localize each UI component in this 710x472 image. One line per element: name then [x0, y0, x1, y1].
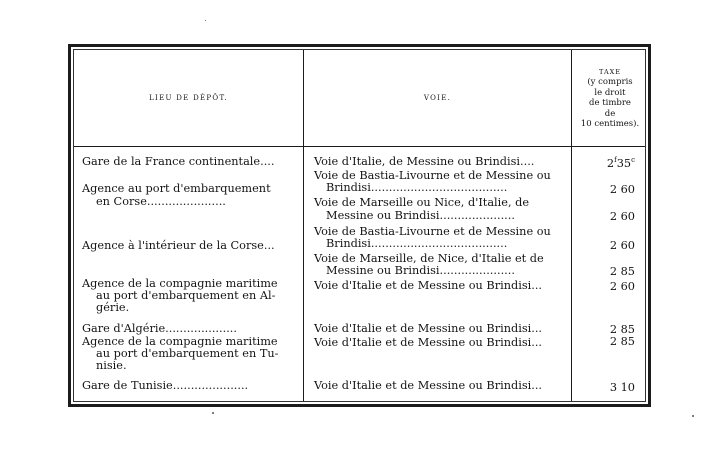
- place-line: nisie.: [96, 359, 127, 372]
- price-value: [589, 154, 635, 170]
- route-line: Voie de Marseille, de Nice, d'Italie et de: [314, 252, 544, 265]
- price-value: 2 60: [609, 239, 635, 252]
- route-line: Brindisi......................................: [326, 237, 508, 250]
- place-line: Agence à l'intérieur de la Corse...: [82, 239, 275, 252]
- header-tax-line: (y compris: [587, 77, 633, 87]
- print-speck: [692, 415, 694, 417]
- place-line: Gare de la France continentale....: [82, 155, 275, 168]
- route-line: Voie d'Italie et de Messine ou Brindisi...: [314, 379, 543, 392]
- place-line: Agence de la compagnie maritime: [82, 335, 278, 348]
- header-rule: [74, 146, 645, 147]
- table-inner-border: [73, 49, 646, 402]
- price-value: 2 85: [609, 265, 635, 278]
- place-line: gérie.: [96, 301, 130, 314]
- print-speck: [205, 20, 206, 21]
- place-line: Gare de Tunisie.....................: [82, 379, 249, 392]
- place-line: au port d'embarquement en Tu-: [96, 347, 279, 360]
- header-tax-line: de timbre: [589, 98, 631, 108]
- route-line: Voie de Bastia-Livourne et de Messine ou: [314, 169, 551, 182]
- header-tax: [572, 50, 648, 146]
- price-value: 3 10: [609, 381, 635, 394]
- route-line: Brindisi......................................: [326, 181, 508, 194]
- price-value: 2 60: [609, 183, 635, 196]
- place-line: en Corse......................: [96, 195, 226, 208]
- header-route: VOIE.: [423, 94, 452, 102]
- price-unit-c: c: [631, 156, 635, 164]
- route-line: Voie de Bastia-Livourne et de Messine ou: [314, 225, 551, 238]
- header-place: LIEU DE DÉPÔT.: [149, 94, 228, 102]
- price-francs: 2: [606, 156, 615, 170]
- price-unit-f: f: [614, 156, 617, 164]
- route-line: Messine ou Brindisi.....................: [326, 209, 515, 222]
- place-line: Agence au port d'embarquement: [82, 182, 271, 195]
- route-line: Voie de Marseille ou Nice, d'Italie, de: [314, 196, 530, 209]
- price-centimes: 35: [616, 156, 632, 170]
- header-tax-line: de: [604, 108, 616, 119]
- price-value: 2 85: [609, 335, 635, 348]
- print-speck: [212, 412, 214, 414]
- route-line: Messine ou Brindisi.....................: [326, 264, 515, 277]
- header-tax-line: 10 centimes).: [580, 119, 640, 129]
- price-value: 2 60: [609, 210, 635, 223]
- header-tax-line: le droit: [594, 87, 626, 98]
- place-line: Gare d'Algérie....................: [82, 322, 237, 335]
- header-tax-line: TAXE: [598, 67, 622, 76]
- route-line: Voie d'Italie et de Messine ou Brindisi...: [314, 336, 543, 349]
- route-line: Voie d'Italie et de Messine ou Brindisi...: [314, 322, 543, 335]
- price-value: 2 85: [609, 323, 635, 336]
- table-frame: [68, 44, 651, 407]
- price-value: 2 60: [609, 280, 635, 293]
- place-line: au port d'embarquement en Al-: [96, 289, 276, 302]
- route-line: Voie d'Italie et de Messine ou Brindisi...: [314, 279, 543, 292]
- place-line: Agence de la compagnie maritime: [82, 277, 278, 290]
- route-line: Voie d'Italie, de Messine ou Brindisi....: [314, 155, 535, 168]
